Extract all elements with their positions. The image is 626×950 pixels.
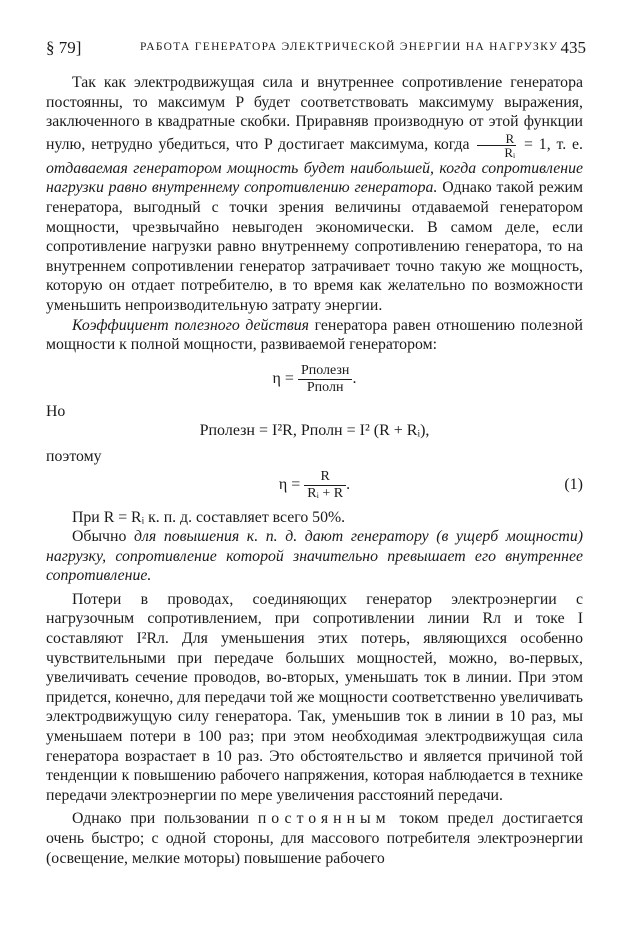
paragraph-5: Потери в проводах, соединяющих генератор электроэнергии с нагрузочным сопротивлением, при сопротивлении линии Rл и токе I составляют I²Rл. Для уменьшения этих потерь, являющихся особенно чувствительными при передаче больших мощностей, можно, во-первых, увеличивать сечение проводов, во-вторых, уменьшать ток в линии. При этом придется, конечно, для передачи той же мощности соответственно увеличивать электродвижущую силу генератора. Так, уменьшив ток в линии в 10 раз, мы уменьшаем потери в 100 раз; при этом необходимая электродвижущая сила генератора возрастает в 10 раз. Это обстоятельство и является причиной той тенденции к повышению рабочего напряжения, которая наблюдается в технике передачи электроэнергии по мере увеличения расстояний передачи. [46,590,583,804]
paragraph-2: Коэффициент полезного действия генератора равен отношению полезной мощности к полной мощности, развиваемой генератором: [46,316,583,354]
equation-number: (1) [564,476,583,494]
running-title: РАБОТА ГЕНЕРАТОРА ЭЛЕКТРИЧЕСКОЙ ЭНЕРГИИ НА НАГРУЗКУ [140,41,559,53]
paragraph-3: При R = Rᵢ к. п. д. составляет всего 50%. [72,508,346,526]
running-header [46,38,586,62]
equation-powers: Pполезн = I²R, Pполн = I² (R + Rᵢ), [199,422,430,440]
label-therefore: поэтому [46,447,102,465]
emphasis-text: отдаваемая генератором мощность будет наибольшей, когда сопротивление нагрузки равно внутреннему сопротивлению генератора. [46,159,583,197]
section-reference: § 79] [46,38,82,57]
paragraph-4: Обычно для повышения к. п. д. дают генератору (в ущерб мощности) нагрузку, сопротивление которой значительно превышает его внутреннее сопротивление. [46,528,584,585]
label-no: Но [46,402,66,420]
equation-1: η = $\frac{R}{\text{Rᵢ + R}}$ . (1) [278,468,583,501]
page-number: 435 [560,38,586,57]
paragraph-1: Так как электродвижущая сила и внутреннее сопротивление генератора постоянны, то максимум P будет соответствовать максимуму выражения, заключенного в квадратные скобки. Приравняв производную от этой функции нулю, нетрудно убедиться, что P достигает максимума, когда $\frac{R}{\text{Rᵢ}}$ = 1, т. е. отдаваемая генератором мощность будет наибольшей, когда сопротивление нагрузки равно внутреннему сопротивлению генератора. Однако такой режим генератора, выгодный с точки зрения величины отдаваемой генератором мощности, чрезвычайно невыгоден экономически. В самом деле, если сопротивление нагрузки равно внутреннему сопротивлению генератора, то на внутреннем сопротивлении генератор затрачивает точно такую же мощность, которую он отдает потребителю, в то время как желательно по возможности уменьшить непроизводительную затрату энергии. [46,74,583,314]
page-body [46,73,583,868]
equation-efficiency: η = $\frac{\text{Pполезн}}{\text{Pполн}}$ . [272,362,357,395]
paragraph-6: Однако при пользовании постоянным током предел достигается очень быстро; с одной стороны, для массового потребителя электроэнергии (освещение, мелкие моторы) повышение рабочего [46,810,583,867]
ratio-fraction: $\frac{R}{\text{Rᵢ}}$ [477,132,516,159]
